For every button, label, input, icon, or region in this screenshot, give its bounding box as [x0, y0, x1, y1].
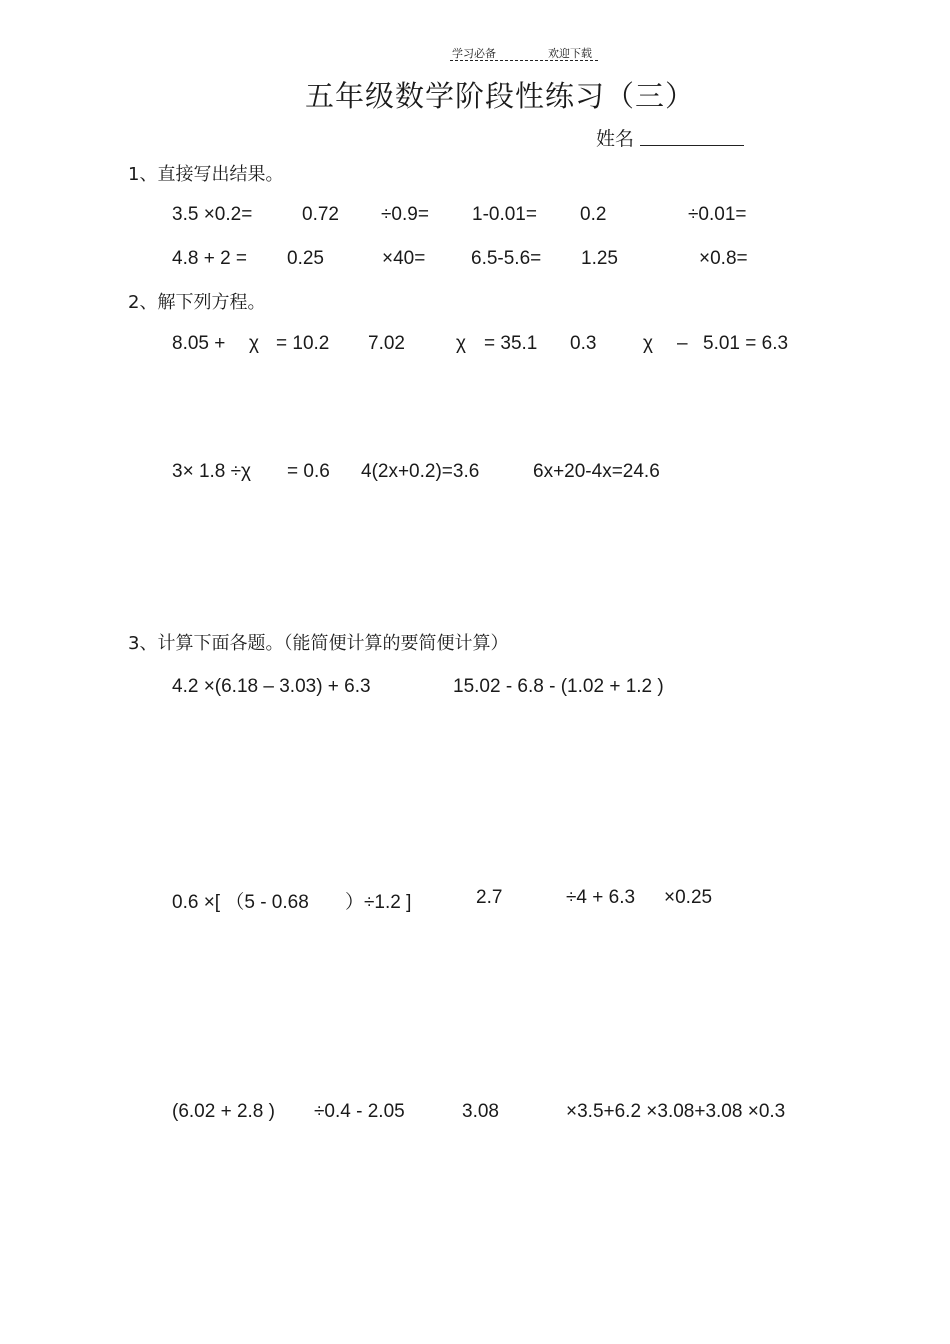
q1-heading: 1、直接写出结果。: [128, 164, 284, 185]
name-blank-line: [640, 145, 744, 146]
q3-r3-expr: 3.08: [462, 1101, 499, 1122]
q2-r1-term: χ: [643, 333, 653, 354]
q2-r2-term: = 0.6: [287, 461, 330, 482]
q1-r1-expr: 1-0.01=: [472, 204, 537, 225]
header-right-text: 欢迎下载: [548, 47, 592, 60]
q1-r1-expr: ÷0.01=: [688, 204, 747, 225]
q3-heading: 3、计算下面各题。（能简便计算的要简便计算）: [128, 633, 509, 654]
q2-r1-term: 7.02: [368, 333, 405, 354]
q2-r1-term: –: [677, 333, 688, 354]
q1-r1-expr: 3.5 ×0.2=: [172, 204, 253, 225]
q3-r3-expr: ×3.5+6.2 ×3.08+3.08 ×0.3: [566, 1101, 786, 1122]
q1-r1-expr: 0.2: [580, 204, 607, 225]
q3-r1-expr: 15.02 - 6.8 - (1.02 + 1.2 ): [453, 676, 664, 697]
q2-r1-term: = 10.2: [276, 333, 330, 354]
q2-heading: 2、解下列方程。: [128, 292, 266, 313]
q1-r2-expr: 0.25: [287, 248, 324, 269]
q1-r2-expr: 4.8 + 2 =: [172, 248, 248, 269]
q1-r2-expr: 6.5-5.6=: [471, 248, 542, 269]
q3-r3-expr: (6.02 + 2.8 ): [172, 1101, 275, 1122]
q2-r1-term: χ: [456, 333, 466, 354]
q2-r1-term: 5.01 = 6.3: [703, 333, 789, 354]
q2-r2-term: 3× 1.8 ÷χ: [172, 461, 252, 482]
q1-r2-expr: ×40=: [382, 248, 426, 269]
header-left-text: 学习必备: [452, 47, 496, 60]
q2-r1-term: = 35.1: [484, 333, 538, 354]
q1-r1-expr: ÷0.9=: [381, 204, 429, 225]
q3-r2-expr: 2.7: [476, 887, 503, 908]
q1-r2-expr: ×0.8=: [699, 248, 748, 269]
q1-r2-expr: 1.25: [581, 248, 618, 269]
q2-r1-term: 0.3: [570, 333, 597, 354]
q2-r2-term: 6x+20-4x=24.6: [533, 461, 660, 482]
q1-r1-expr: 0.72: [302, 204, 339, 225]
header-dashed-line: [450, 60, 598, 61]
name-label: 姓名: [596, 128, 635, 150]
q3-r2-expr: 0.6 ×[ （5 - 0.68: [172, 892, 309, 913]
q3-r2-expr: ）÷1.2 ]: [345, 892, 412, 913]
q2-r1-term: 8.05 +: [172, 333, 226, 354]
q3-r2-expr: ÷4 + 6.3: [566, 887, 636, 908]
q2-r2-term: 4(2x+0.2)=3.6: [361, 461, 480, 482]
q3-r2-expr: ×0.25: [664, 887, 713, 908]
page-title: 五年级数学阶段性练习（三）: [304, 79, 695, 113]
q3-r1-expr: 4.2 ×(6.18 – 3.03) + 6.3: [172, 676, 371, 697]
q3-r3-expr: ÷0.4 - 2.05: [314, 1101, 405, 1122]
q2-r1-term: χ: [249, 333, 259, 354]
